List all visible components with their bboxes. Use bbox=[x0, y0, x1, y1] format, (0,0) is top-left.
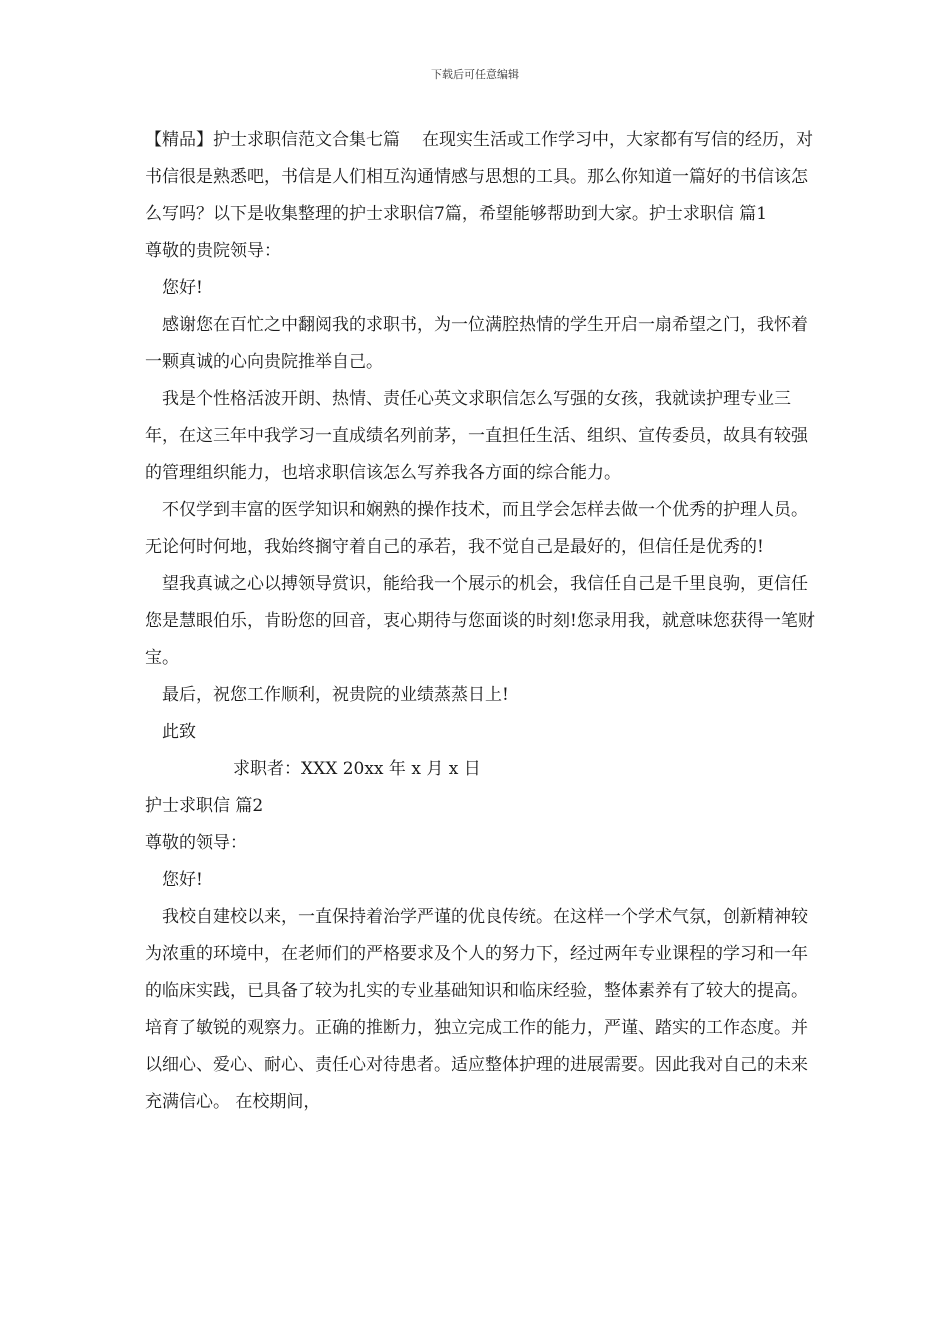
letter1-paragraph-4: 望我真诚之心以搏领导赏识，能给我一个展示的机会，我信任自己是千里良驹，更信任您是慧眼伯乐，肯盼您的回音，衷心期待与您面谈的时刻!您录用我，就意味您获得一笔财宝。 bbox=[145, 574, 815, 668]
letter2-greeting: 您好! bbox=[162, 870, 203, 890]
letter1-greeting: 您好! bbox=[162, 278, 203, 298]
letter1-signature: 求职者：XXX 20xx 年 x 月 x 日 bbox=[233, 759, 481, 779]
intro-text: 在现实生活或工作学习中，大家都有写信的经历，对书信很是熟悉吧，书信是人们相互沟通情感与思想的工具。那么你知道一篇好的书信该怎么写吗？以下是收集整理的护士求职信7篇，希望能够帮助到大家。护士求职信 篇1 bbox=[145, 130, 813, 224]
document-title: 【精品】护士求职信范文合集七篇 bbox=[145, 130, 400, 150]
letter1-paragraph-5: 最后，祝您工作顺利，祝贵院的业绩蒸蒸日上! bbox=[162, 685, 509, 705]
letter2-heading: 护士求职信 篇2 bbox=[145, 796, 264, 816]
letter1-paragraph-2: 我是个性格活波开朗、热情、责任心英文求职信怎么写强的女孩，我就读护理专业三年，在这三年中我学习一直成绩名列前茅，一直担任生活、组织、宣传委员，故具有较强的管理组织能力，也培求职信该怎么写养我各方面的综合能力。 bbox=[145, 389, 808, 483]
letter1-paragraph-1: 感谢您在百忙之中翻阅我的求职书，为一位满腔热情的学生开启一扇希望之门，我怀着一颗真诚的心向贵院推举自己。 bbox=[145, 315, 808, 372]
intro-paragraph bbox=[145, 122, 815, 233]
letter2-salutation: 尊敬的领导： bbox=[145, 833, 247, 853]
letter1-paragraph-3: 不仅学到丰富的医学知识和娴熟的操作技术，而且学会怎样去做一个优秀的护理人员。无论何时何地，我始终搁守着自己的承若，我不觉自己是最好的，但信任是优秀的! bbox=[145, 500, 808, 557]
document-body bbox=[145, 122, 815, 1121]
page-header: 下载后可任意编辑 bbox=[431, 68, 519, 81]
letter1-salutation: 尊敬的贵院领导： bbox=[145, 241, 281, 261]
letter2-paragraph-1: 我校自建校以来，一直保持着治学严谨的优良传统。在这样一个学术气氛，创新精神较为浓重的环境中，在老师们的严格要求及个人的努力下，经过两年专业课程的学习和一年的临床实践，已具备了较为扎实的专业基础知识和临床经验，整体素养有了较大的提高。培育了敏锐的观察力。正确的推断力，独立完成工作的能力，严谨、踏实的工作态度。并以细心、爱心、耐心、责任心对待患者。适应整体护理的进展需要。因此我对自己的未来充满信心。 在校期间， bbox=[145, 907, 808, 1112]
letter1-closing: 此致 bbox=[162, 722, 196, 742]
